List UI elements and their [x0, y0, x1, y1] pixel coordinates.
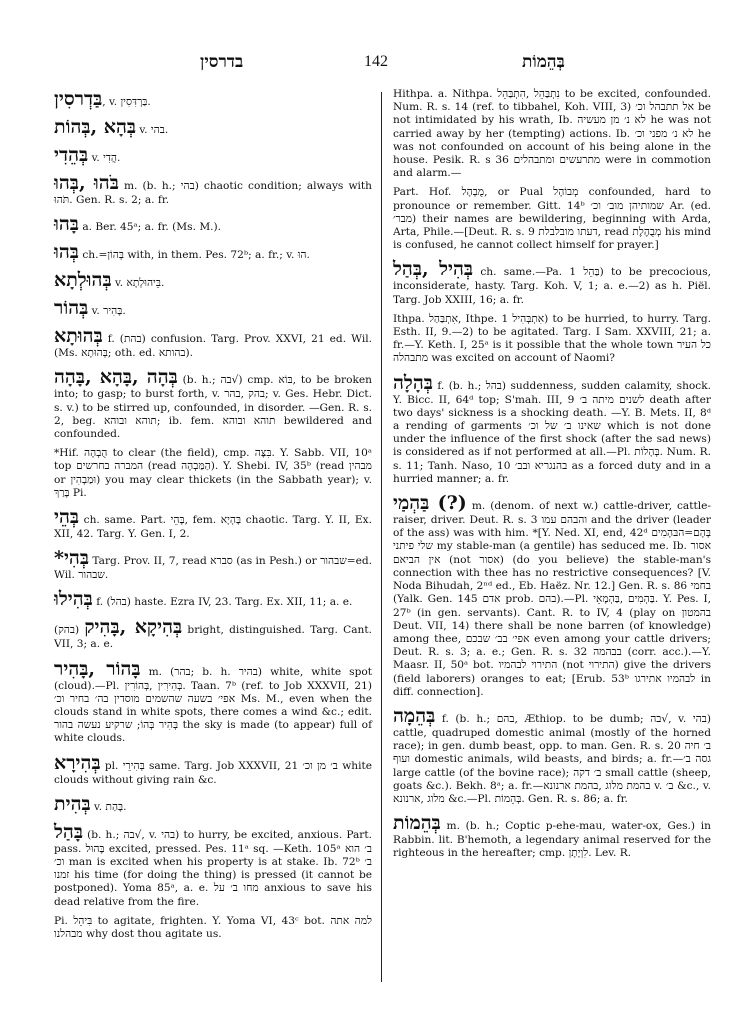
dictionary-entry [54, 116, 372, 138]
entry-definition: Pi. בִּיהֵל to agitate, frighten. Y. Yoma VI, 43ᶜ bot. למה אתה מבהלנו why dost thou agitate us. [54, 914, 372, 941]
dictionary-entry [54, 447, 372, 500]
entry-headword: בְּהִית [54, 792, 91, 815]
entry-definition: f. (b. h.; בהל) suddenness, sudden calamity, shock. Y. Bicc. II, 64ᵈ top; S'mah. III, 9 לשנים מיתה ב׳ death after two days' sickness is a shocking death. —Y. B. Mets. II, 8ᵈ a rending of garments שאינו ב׳ של וכ׳ which is not done under the influence of the first shock (after the sad news) is considered as if not performed at all.—Pl. בְּהָלוֹת. Num. R. s. 11; Tanh. Naso, 10 בהנגריא ובב׳ as a forced duty and in a hurried manner; a. fr. [393, 379, 712, 485]
entry-headword: בַּדְרסִין [54, 88, 103, 110]
entry-headword: בְּהוּ [54, 241, 79, 264]
dictionary-entry [54, 821, 372, 909]
dictionary-entry [54, 325, 372, 360]
entry-definition: Hithpa. a. Nithpa. נִתְבַּהֵל ,הִתְבַּהֵל to be excited, confounded. Num. R. s. 14 (ref. to tibbahel, Koh. VIII, 3) אל תתבהל וכ׳ be not intimidated by his wrath, Ib. לא נ׳ מן מעשיה he was not carried away by her (tempting) actions. Ib. לא נ׳ מפני וכ׳ he was not confounded on account of his being alone in the house. Pesik. R. s 36 מתרעשים ומתבהלים were in commotion and alarm.— [393, 88, 711, 180]
entry-headword: בְּהָה ,בָּהָא ,בָּהָה [54, 366, 178, 389]
entry-headword: בַּהְמַי (?) [393, 492, 467, 515]
entry-definition: *Hif. הֻבְהָה to clear (the field), cmp. בִּצָּה. Y. Sabb. VII, 10ᵃ top המברה בחרשים (read הַמַּבְהָה). Y. Shebi. IV, 35ᵇ (read מבהין or וּמַבְהִין) you may clear thickets (in the Sabbath year); v. בָּרַךְ Pi. [54, 447, 373, 499]
dictionary-entry [54, 269, 372, 291]
entry-definition: m. (denom. of next w.) cattle-driver, cattle-raiser, driver. Deut. R. s. 3 והבהם עמו and the driver (leader of the ass) was with him. *[Y. Ned. XI, end, 42ᵈ בְּהָם=הבּהָמִים שלי פיתני my stable-man (a gentile) has seduced me. Ib. אסור אין הביאם (not אסור) (do you believe) the stable-man's connection with thee has no restrictive consequences? [V. Noda Bihudah, 2ⁿᵈ ed., Eb. Haëz. Nr. 12.] Gen. R. s. 86 בחמי (Yalk. Gen. 145 אדם prob. בהם).—Pl. בַּהְמִים ,בַּהְמָאֵי. Y. Pes. I, 27ᵇ (in gen. servants). Cant. R. to IV, 4 (play on בהמטון Deut. VII, 14) there shall be none barren (of knowledge) among thee, אפי׳ בב׳ שבכם even among your cattle drivers; Deut. R. s. 3; a. e.; Gen. R. s. 32 בבהמה (corr. acc.).—Y. Maasr. II, 50ᵃ bot. התירוי לבהמיו (not התירוי) give the drivers (field laborers) oranges to eat; [Erub. 53ᵇ לבהמיו אתירגו in diff. connection]. [393, 500, 712, 698]
entry-definition: , v. בַּרְדִּסִין. [102, 96, 151, 108]
dictionary-entry [393, 812, 711, 860]
dictionary-entry [54, 172, 372, 207]
entry-headword: בְּהֵמוֹת [393, 812, 441, 835]
entry-definition: (b. h.; בה√) cmp. בּוֹא, to be broken into; to gasp; to burst forth, v. בהק ,בהר; v. Ges. Hebr. Dict. s. v.) to be stirred up, confounded, in disorder. —Gen. R. s. 2, beg. תוהא ובוהא; ib. fem. תוהא ובוהא bewildered and confounded. [54, 374, 373, 441]
dictionary-entry [393, 88, 711, 180]
dictionary-entry [54, 616, 372, 651]
entry-headword: בְּהוּלְתָא [54, 269, 112, 292]
entry-definition: (בהק) bright, distinguished. Targ. Cant. VII, 3; a. e. [54, 624, 372, 651]
left-running-head: בדרסין [200, 52, 244, 72]
dictionary-entry [54, 588, 372, 610]
entry-headword: *בְּהִי [54, 547, 90, 570]
right-running-head: בְּהֵמוֹת [522, 52, 565, 72]
entry-definition: (b. h.; בה√, v. בהי) to hurry, be excited, anxious. Part. pass. בָּהוּל excited, pressed. Pes. 11ᵃ sq. —Keth. 105ᵃ ב׳ הוא וכ׳ man is excited when his property is at stake. Ib. 72ᵇ ב׳ זמנו his time (for doing the thing) is pressed (it cannot be postponed). Yoma 85ᵃ, a. e. מחו ב׳ על anxious to save his dead relative from the fire. [54, 828, 372, 908]
entry-definition: Part. Hof. מֻבְהָל, or Pual מְבוֹהָל confounded, hard to pronounce or remember. Gitt. 14ᵇ שמותיהן מוב׳ וכ׳ Ar. (ed. מבר׳) their names are bewildering, beginning with Arda, Arta, Phile.—[Deut. R. s. 9 דעתו מובלבלת, read מְבֻהֶלֶת his mind is confused, he cannot collect himself for prayer.] [393, 186, 712, 252]
dictionary-entry [54, 144, 372, 166]
dictionary-entry [393, 186, 711, 252]
entry-headword: בָּהוֹר ,בָּהִיר [54, 657, 141, 680]
entry-headword: בָּהוּ [54, 213, 79, 236]
entry-definition: pl. בְּהִירֵי same. Targ. Job XXXVII, 21 ב׳ מן וכ׳ white clouds without giving rain &c. [54, 759, 373, 786]
dictionary-entry [393, 372, 711, 486]
dictionary-entry [54, 915, 372, 941]
entry-headword: בְּהִילוּ [54, 588, 93, 611]
entry-headword: בֹּהוּ ,בְּהוּ [54, 172, 119, 194]
left-column [54, 88, 372, 947]
entry-definition: v. בָּהַת. [90, 800, 127, 813]
entry-definition: v. בָּהִיר. [88, 305, 126, 318]
entry-headword: בְּהִיקָא ,בָּהִיק [84, 616, 183, 639]
entry-definition: v. בהי. [136, 124, 169, 136]
entry-definition: Targ. Prov. II, 7, read סברא (as in Pesh.) or שבהור=ed. Wil. שבהור. [54, 555, 372, 582]
column-divider [381, 92, 382, 982]
entry-definition: Ithpa. אִתְבַּהַל, Ithpe. אִתְבְּהִיל 1) to be hurried, to hurry. Targ. Esth. II, 9.—2) to be agitated. Targ. I Sam. XXVIII, 21; a. fr.—Y. Keth. I, 25ᵃ is it possible that the whole town כל העיר מתבהלה was excited on account of Naomi? [393, 312, 711, 365]
entry-headword: בְּהָא ,בְּהוֹת [54, 116, 137, 138]
dictionary-entry [54, 506, 372, 541]
right-column [393, 88, 711, 867]
entry-definition: ch. same.—Pa. בַּהֵל 1) to be precocious, inconsiderate, hasty. Targ. Koh. V, 1; a. e.—2) as h. Piël. Targ. Job XXIII, 16; a. fr. [393, 266, 711, 306]
page-number: 142 [364, 53, 388, 70]
dictionary-entry [54, 241, 372, 263]
entry-headword: בְּהִירָא [54, 751, 101, 774]
dictionary-entry [393, 313, 711, 366]
entry-definition: v. הֲדִי. [88, 152, 121, 164]
page-header [0, 52, 750, 76]
entry-headword: בְּהֵמָה [393, 704, 436, 727]
entry-headword: בָּהַל [54, 820, 83, 843]
dictionary-entry [54, 213, 372, 235]
entry-headword: בְּהֵדִי [54, 144, 89, 166]
entry-headword: בְּהוֹר [54, 297, 89, 320]
dictionary-entry [54, 793, 372, 815]
dictionary-entry [54, 297, 372, 319]
entry-definition: m. (b. h.; Coptic p-ehe-mau, water-ox, Ges.) in Rabbin. lit. B'hemoth, a legendary animal reserved for the righteous in the hereafter; cmp. לִוְיָתָן. Lev. R. [393, 820, 711, 860]
dictionary-entry [54, 752, 372, 787]
entry-headword: בְּהָלָה [393, 371, 433, 394]
entry-headword: בְּהֵי [54, 506, 80, 529]
entry-definition: a. Ber. 45ᵃ; a. fr. (Ms. M.). [78, 221, 222, 234]
dictionary-entry [54, 547, 372, 582]
entry-definition: v. בֵּיהוּלְתָא. [111, 277, 165, 290]
entry-definition: f. (בהל) haste. Ezra IV, 23. Targ. Ex. XII, 11; a. e. [92, 596, 353, 609]
entry-headword: בְּהִיל ,בְּהַל [393, 258, 474, 281]
entry-definition: m. (בהר; b. h. בהיר) white, white spot (cloud).—Pl. בְּהִירִין ,בְּהוֹרִין. Taan. 7ᵇ (ref. to Job XXXVII, 21) אפי׳ בשעה שהשמים מוסדין בה׳ בחיר וכ׳ Ms. M., even when the clouds stand in white spots, there comes a wind &c.; edit. בְּהִיר בְּהוֹ; שרקיע נעשה בהור the sky is made (to appear) full of white clouds. [54, 665, 372, 745]
entry-definition: m. (b. h.; בהי) chaotic condition; always with תֹּהוּ. Gen. R. s. 2; a. fr. [54, 180, 372, 206]
dictionary-entry [54, 366, 372, 441]
entry-definition: ch.=בְּהוֹן with, in them. Pes. 72ᵇ; a. fr.; v. הוּ. [78, 249, 310, 262]
dictionary-entry [54, 658, 372, 746]
entry-definition: f. (b. h.; בהם, Æthiop. to be dumb; בה√, v. בהי) cattle, quadruped domestic animal (mostly of the horned race); in gen. dumb beast, opp. to man. Gen. R. s. 20 ב׳ חיה ועוף domestic animals, wild beasts, and birds; a. fr.—גסה ב׳ large cattle (of the bovine race); ב׳ דקה small cattle (sheep, goats &c.). Bekh. 8ᵃ; a. fr.—בהמת מלוג ,בהמת ארנונא v. ב׳ &c., v. מלוג ,ארנונא &c.—Pl. בְּהֵמוֹת. Gen. R. s. 86; a. fr. [393, 712, 712, 805]
entry-headword: בְּהוּתָא [54, 325, 103, 348]
dictionary-entry [393, 705, 711, 806]
dictionary-entry [393, 492, 711, 699]
entry-definition: ch. same. Part. בָּהֵי, fem. בָּהְיָא chaotic. Targ. Y. II, Ex. XII, 42. Targ. Y. Gen. I, 2. [54, 514, 373, 541]
entry-definition: f. (בהת) confusion. Targ. Prov. XXVI, 21 ed. Wil. (Ms. בְּהוּתָא; oth. ed. בהותא). [54, 333, 372, 360]
dictionary-entry [54, 88, 372, 110]
dictionary-entry [393, 258, 711, 306]
